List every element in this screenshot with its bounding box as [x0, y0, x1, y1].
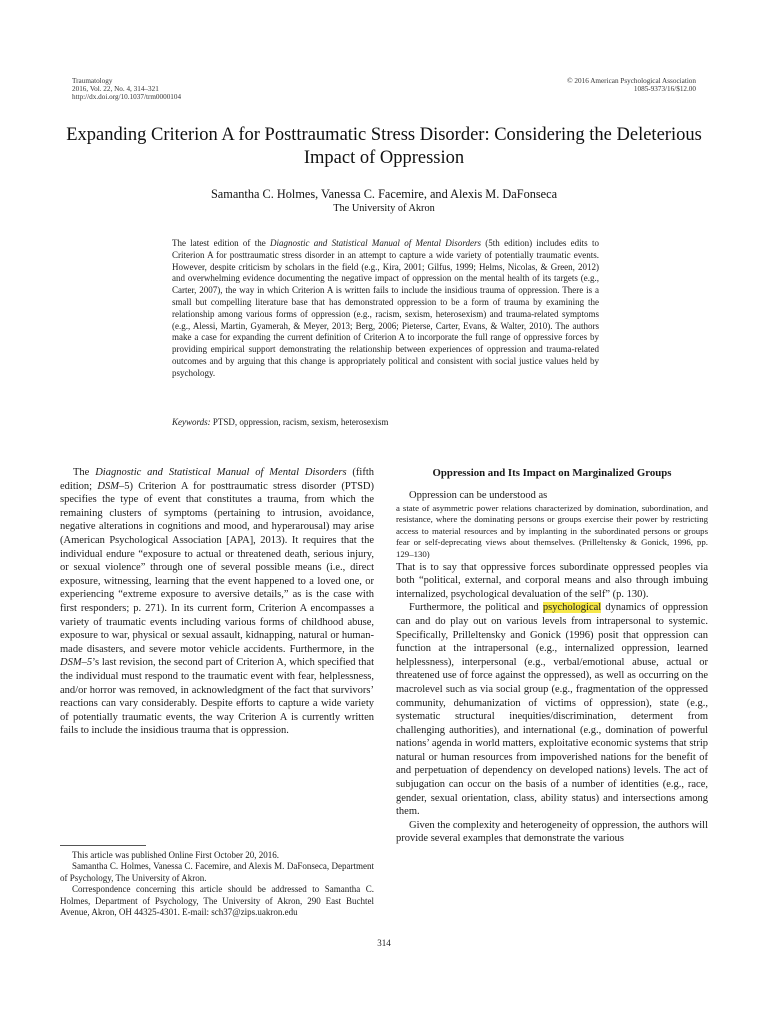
footnote-correspondence: Correspondence concerning this article should be addressed to Samantha C. Holmes, Department of Psychology, The University of Akron, 290 East Buchtel Avenue, Akron, OH 44325-4301. E-mail: sch37@zips.uakron.edu: [60, 884, 374, 918]
left-column: [60, 466, 374, 738]
paragraph: That is to say that oppressive forces subordinate oppressed peoples via both “political, external, and corporal means and also through imbuing internalized, psychological devaluation of the self” (p. 130).: [396, 561, 708, 600]
journal-name: Traumatology: [72, 77, 113, 85]
page-number: 314: [377, 938, 391, 948]
author-list: Samantha C. Holmes, Vanessa C. Facemire, and Alexis M. DaFonseca: [210, 187, 558, 201]
footnote: [60, 850, 374, 918]
issn: 1085-9373/16/$12.00: [633, 85, 696, 94]
keywords-label: Keywords:: [172, 417, 211, 427]
keywords: Keywords: PTSD, oppression, racism, sexism, heterosexism: [172, 417, 389, 427]
doi-link[interactable]: http://dx.doi.org/10.1037/trm0000104: [72, 93, 182, 102]
affiliation: The University of Akron: [333, 203, 435, 214]
block-quote: a state of asymmetric power relations characterized by domination, subordination, and resistance, where the dominating persons or groups exercise their power by restricting access to material resources and by implanting in the subordinated persons or groups fear or self-deprecating views about themselves. (Prilleltensky & Gonick, 1996, pp. 129–130): [396, 502, 708, 559]
paragraph: Furthermore, the political and psychological dynamics of oppression can and do play out on various levels from intrapersonal to systemic. Specifically, Prilleltensky and Gonick (1996) posit that oppression can function at the intrapersonal (e.g., internalized oppression, learned helplessness), interpersonal (e.g., verbal/emotional abuse, actual or threatened use of force against the oppressed), as well as occurring on the macrolevel such as via social group (e.g., fragmentation of the oppressed community, dehumanization of victims of oppression), state (e.g., systematic structural inequities/discrimination, determent from challenging authorities), and international (e.g., domination of powerful nations’ agenda in world matters, exploitative economic systems that strip natural or human resources from impoverished nations for the benefit of and perpetuation of dependency on developed nations) levels. The act of subjugation can occur on the basis of a number of identities (e.g., race, gender, sexual orientation, class, ability status) and intersections among them.: [396, 602, 708, 818]
footnote-affiliation: Samantha C. Holmes, Vanessa C. Facemire, and Alexis M. DaFonseca, Department of Psychology, The University of Akron.: [60, 861, 374, 883]
footnote-divider: [60, 845, 146, 846]
abstract: The latest edition of the Diagnostic and Statistical Manual of Mental Disorders (5th edition) includes edits to Criterion A for posttraumatic stress disorder in an attempt to capture a wide variety of potentially traumatic events. However, despite criticism by scholars in the field (e.g., Kira, 2001; Gilfus, 1999; Helms, Nicolas, & Green, 2012) and overwhelming evidence documenting the negative impact of oppression on the mental health of its targets (e.g., Carter, 2007), the way in which Criterion A is written fails to include the insidious trauma of oppression. There is a small but compelling literature base that has demonstrated oppression to be a form of trauma by examining the relationship among various forms of oppression (e.g., racism, sexism, heterosexism) and trauma-related symptoms (e.g., Alessi, Martin, Gyamerah, & Meyer, 2013; Berg, 2006; Pieterse, Carter, Evans, & Walter, 2010). The authors make a case for expanding the current definition of Criterion A to incorporate the full range of oppressive forces by providing empirical support demonstrating the relationship between experiences of oppression and trauma-related outcomes and by arguing that this change is appropriately political and consistent with social justice values held by psychology.: [172, 238, 599, 378]
copyright: © 2016 American Psychological Association: [567, 77, 696, 85]
paragraph: Given the complexity and heterogeneity of oppression, the authors will provide several examples that demonstrate the various: [396, 819, 708, 845]
copyright-info: [567, 77, 696, 93]
article-title: Expanding Criterion A for Posttraumatic Stress Disorder: Considering the Deleterious Impact of Oppression: [66, 125, 702, 168]
footnote-published: This article was published Online First October 20, 2016.: [72, 850, 279, 860]
paragraph: Oppression can be understood as: [409, 490, 548, 501]
intro-paragraph: The Diagnostic and Statistical Manual of Mental Disorders (fifth edition; DSM–5) Criterion A for posttraumatic stress disorder (PTSD) specifies the type of event that constitutes a trauma, from which the remaining clusters of symptoms (pertaining to intrusion, avoidance, negative alterations in cognitions and mood, and hyperarousal) may arise (American Psychological Association [APA], 2013). It requires that the individual endure “exposure to actual or threatened death, serious injury, or sexual violence” through one of several possible means (i.e., direct exposure, witnessing, learning that the event happened to a loved one, or experiencing “extreme exposure to aversive details,” as is the case with first responders; p. 271). In its current form, Criterion A encompasses a variety of traumatic events including various forms of childhood abuse, exposure to war, physical or sexual assault, kidnapping, natural or human-made disasters, and severe motor vehicle accidents. Furthermore, in the DSM–5’s last revision, the second part of Criterion A, which specified that the individual must respond to the traumatic event with fear, helplessness, and/or horror was removed, in acknowledgment of the fact that survivors’ reactions can vary considerably. Despite efforts to capture a wide variety of potentially traumatic events, the way Criterion A is currently written fails to include the insidious trauma that is oppression.: [60, 467, 375, 737]
journal-info: [72, 77, 181, 102]
section-heading: Oppression and Its Impact on Marginalized Groups: [432, 467, 672, 479]
right-column: [396, 466, 708, 846]
highlighted-word[interactable]: psychological: [542, 602, 602, 614]
journal-volume: 2016, Vol. 22, No. 4, 314–321: [72, 85, 159, 94]
